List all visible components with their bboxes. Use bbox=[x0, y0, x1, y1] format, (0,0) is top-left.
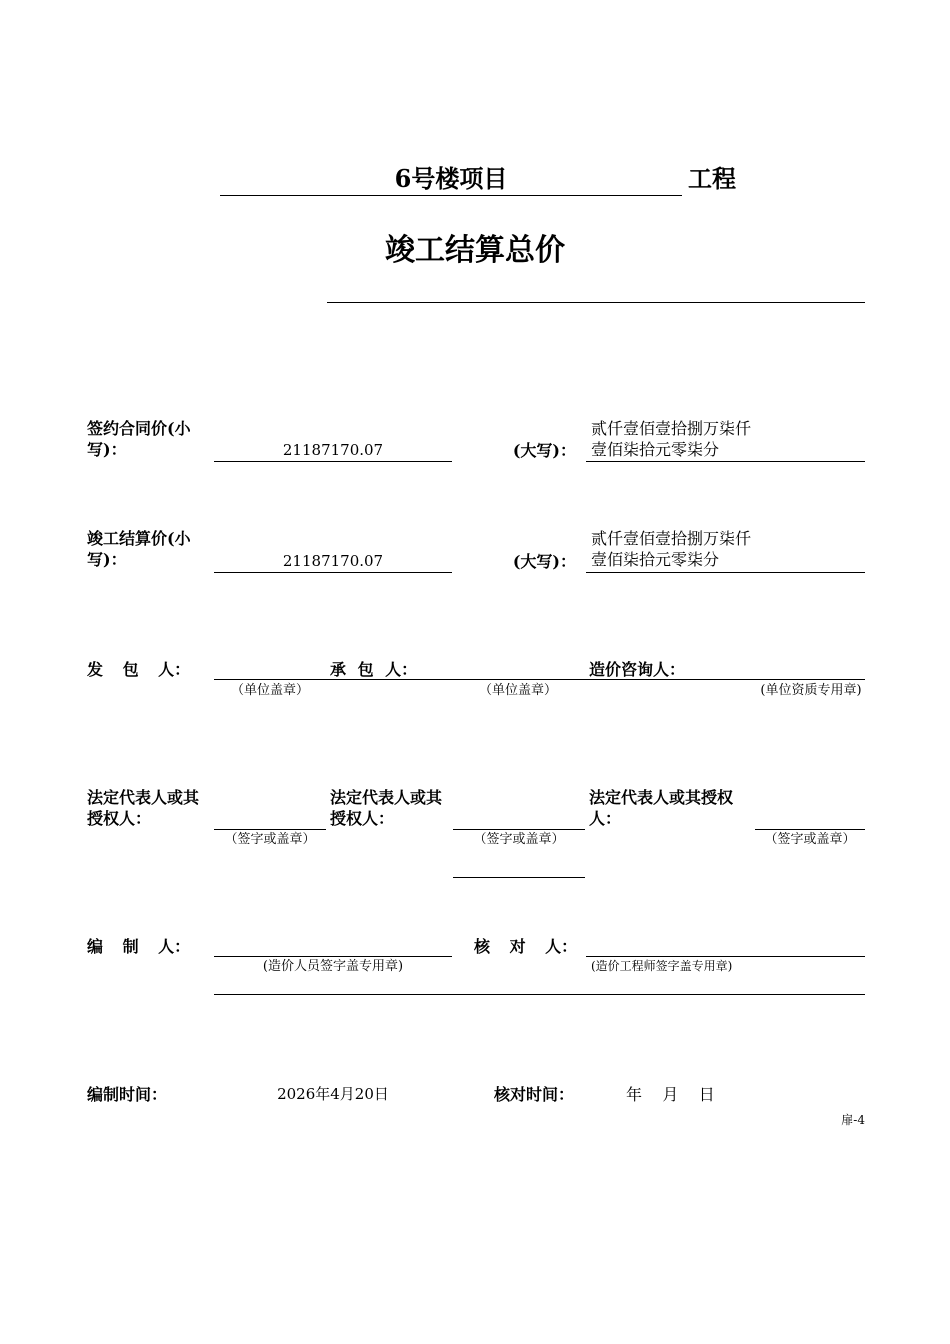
employer-rep-label: 法定代表人或其授权人： bbox=[87, 788, 200, 828]
check-time-label: 核对时间： bbox=[494, 1085, 575, 1104]
compiler-note: (造价人员签字盖专用章) bbox=[262, 959, 404, 974]
compile-time-value: 2026年4月20日 bbox=[277, 1085, 389, 1103]
contractor-rep-label: 法定代表人或其授权人： bbox=[330, 788, 443, 828]
employer-rep-note: （签字或盖章） bbox=[224, 832, 316, 847]
compile-time-label: 编制时间： bbox=[87, 1085, 168, 1104]
employer-seal-note: （单位盖章） bbox=[230, 683, 309, 698]
contract-price-amount: 21187170.07 bbox=[282, 441, 384, 459]
consultant-seal-note: (单位资质专用章) bbox=[760, 683, 862, 698]
contractor-rep-underline bbox=[453, 829, 585, 830]
doc-title: 竣工结算总价 bbox=[385, 233, 565, 268]
settlement-upper-amount: 贰仟壹佰壹拾捌万柒仟壹佰柒拾元零柒分 bbox=[591, 529, 752, 569]
settlement-price-label: 竣工结算价(小写)： bbox=[87, 529, 191, 569]
project-name: 6号楼项目 bbox=[394, 164, 508, 193]
compiler-underline bbox=[214, 956, 452, 957]
check-time-value: 年 月 日 bbox=[626, 1085, 715, 1104]
project-name-underline bbox=[220, 195, 682, 196]
checker-label: 核 对 人： bbox=[474, 937, 578, 956]
consultant-rep-note: （签字或盖章） bbox=[764, 832, 856, 847]
contractor-seal-note: （单位盖章） bbox=[478, 683, 557, 698]
contract-upper-underline bbox=[586, 461, 865, 462]
contractor-rep-extra-line bbox=[453, 877, 585, 878]
contract-upper-label: (大写)： bbox=[512, 441, 576, 460]
consultant-rep-underline bbox=[755, 829, 865, 830]
contract-amount-underline bbox=[214, 461, 452, 462]
contract-upper-amount: 贰仟壹佰壹拾捌万柒仟壹佰柒拾元零柒分 bbox=[591, 419, 752, 459]
consultant-rep-label: 法定代表人或其授权人： bbox=[589, 788, 734, 828]
checker-underline bbox=[586, 956, 865, 957]
project-suffix: 工程 bbox=[688, 164, 736, 193]
contract-price-label: 签约合同价(小写)： bbox=[87, 419, 191, 459]
parties-underline bbox=[214, 679, 865, 680]
contractor-label: 承 包 人： bbox=[330, 660, 418, 679]
contractor-rep-note: （签字或盖章） bbox=[473, 832, 565, 847]
settlement-price-amount: 21187170.07 bbox=[282, 552, 384, 570]
employer-rep-underline bbox=[214, 829, 326, 830]
compiler-label: 编 制 人： bbox=[87, 937, 191, 956]
employer-label: 发 包 人： bbox=[87, 660, 191, 679]
settlement-upper-underline bbox=[586, 572, 865, 573]
checker-note: (造价工程师签字盖专用章) bbox=[591, 959, 733, 973]
settlement-amount-underline bbox=[214, 572, 452, 573]
page-code: 扉-4 bbox=[841, 1113, 865, 1127]
consultant-label: 造价咨询人： bbox=[589, 660, 686, 679]
compile-bottom-line bbox=[214, 994, 865, 995]
settlement-upper-label: (大写)： bbox=[512, 552, 576, 571]
title-underline bbox=[327, 302, 865, 303]
